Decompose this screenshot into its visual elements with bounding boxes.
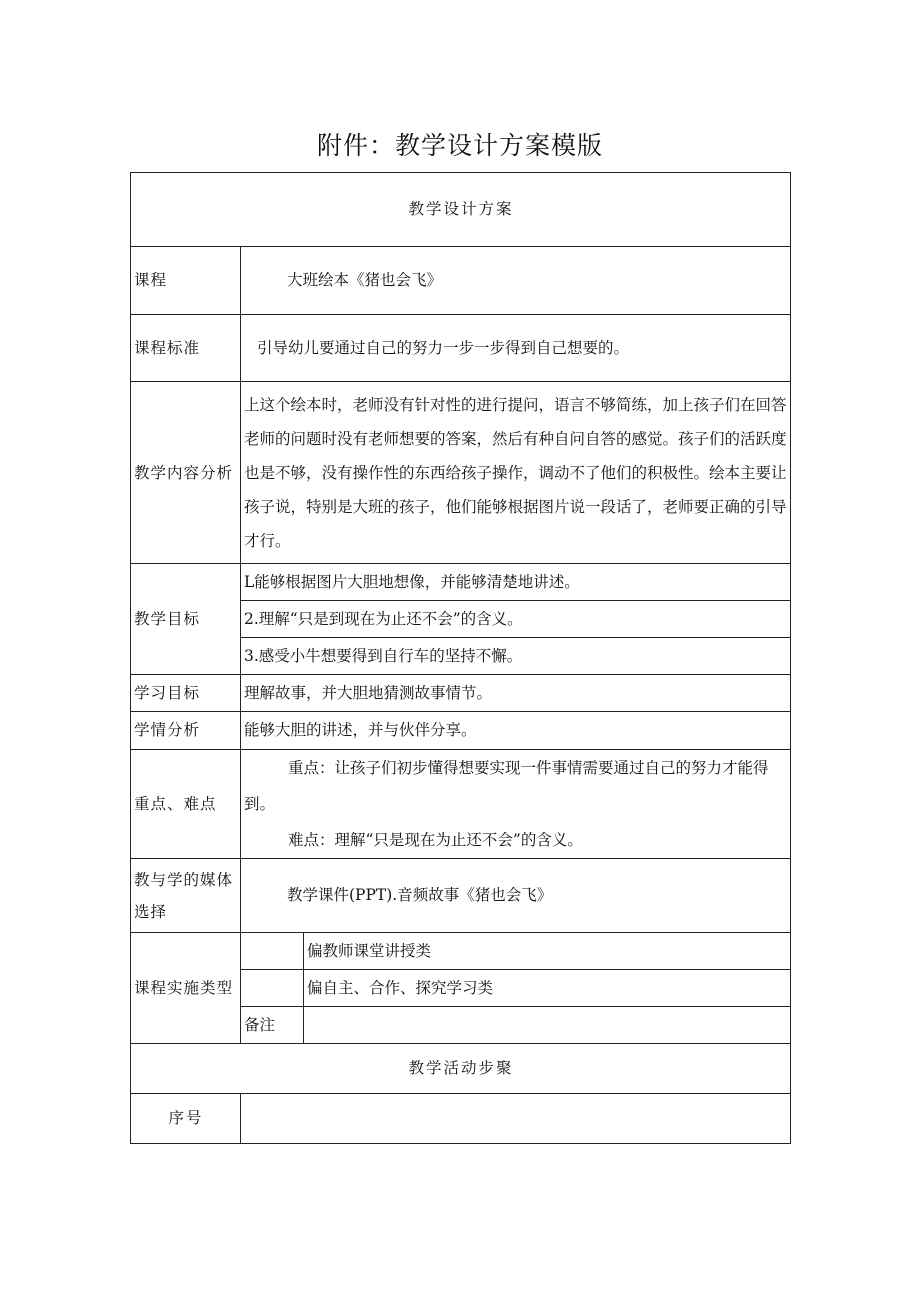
document-title: 附件：教学设计方案模版 <box>316 131 603 160</box>
seq-label: 序号 <box>131 1094 241 1144</box>
table-header: 教学设计方案 <box>131 173 791 247</box>
content-analysis-row <box>131 382 791 564</box>
standard-row <box>131 315 791 382</box>
learner-analysis-label: 学情分析 <box>131 712 241 750</box>
teaching-goal-3: 3.感受小牛想要得到自行车的坚持不懈。 <box>241 638 791 675</box>
media-label: 教与学的媒体选择 <box>131 859 241 933</box>
activity-header-row <box>131 1044 791 1094</box>
teaching-goals-label: 教学目标 <box>131 564 241 675</box>
learner-analysis-value: 能够大胆的讲述，并与伙伴分享。 <box>241 712 791 750</box>
seq-row <box>131 1094 791 1144</box>
key-points-row <box>131 750 791 859</box>
teaching-goal-1: L能够根据图片大胆地想像，并能够清楚地讲述。 <box>241 564 791 601</box>
impl-option-1: 偏教师课堂讲授类 <box>304 933 791 970</box>
impl-type-label: 课程实施类型 <box>131 933 241 1044</box>
content-analysis-label: 教学内容分析 <box>131 382 241 564</box>
impl-option-2: 偏自主、合作、探究学习类 <box>304 970 791 1007</box>
media-row <box>131 859 791 933</box>
header-row <box>131 173 791 247</box>
standard-value: 引导幼儿要通过自己的努力一步一步得到自己想要的。 <box>241 315 791 382</box>
standard-label: 课程标准 <box>131 315 241 382</box>
course-label: 课程 <box>131 247 241 315</box>
activity-header: 教学活动步聚 <box>131 1044 791 1094</box>
media-value: 教学课件(PPT).音频故事《猪也会飞》 <box>241 859 791 933</box>
learning-goals-value: 理解故事，并大胆地猜测故事情节。 <box>241 675 791 712</box>
key-point-text: 重点：让孩子们初步懂得想要实现一件事情需要通过自己的努力才能得到。 <box>244 759 769 813</box>
lesson-plan-form <box>130 172 790 1144</box>
seq-content[interactable] <box>241 1094 791 1144</box>
remark-value[interactable] <box>304 1007 791 1044</box>
content-analysis-cell <box>241 382 791 564</box>
difficult-point-text: 难点：理解“只是现在为止还不会”的含义。 <box>288 831 583 849</box>
teaching-goal-2: 2.理解“只是到现在为止还不会”的含义。 <box>241 601 791 638</box>
content-analysis-text: 上这个绘本时，老师没有针对性的进行提问，语言不够简练，加上孩子们在回答老师的问题时没有老师想要的答案，然后有种自问自答的感觉。孩子们的活跃度也是不够，没有操作性的东西给孩子操作，调动不了他们的积极性。绘本主要让孩子说，特别是大班的孩子，他们能够根据图片说一段话了，老师要正确的引导才行。 <box>244 395 787 550</box>
learning-goals-row <box>131 675 791 712</box>
goal-row-1 <box>131 564 791 601</box>
impl-option-1-check[interactable] <box>241 933 304 970</box>
key-points-cell <box>241 750 791 859</box>
course-row <box>131 247 791 315</box>
key-points-label: 重点、难点 <box>131 750 241 859</box>
impl-row-1 <box>131 933 791 970</box>
learner-analysis-row <box>131 712 791 750</box>
course-value: 大班绘本《猪也会飞》 <box>241 247 791 315</box>
learning-goals-label: 学习目标 <box>131 675 241 712</box>
impl-option-2-check[interactable] <box>241 970 304 1007</box>
lesson-plan-table <box>130 172 791 1144</box>
remark-label: 备注 <box>241 1007 304 1044</box>
